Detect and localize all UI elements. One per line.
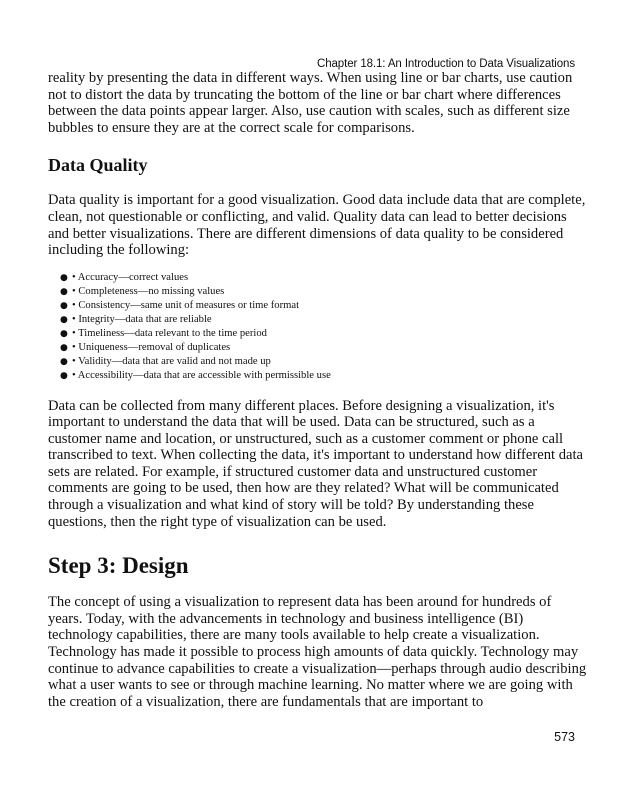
- list-item-text: • Accuracy—correct values: [72, 271, 189, 283]
- running-header: Chapter 18.1: An Introduction to Data Visualizations: [317, 58, 575, 70]
- page-number: 573: [554, 730, 575, 744]
- list-item: [60, 285, 588, 299]
- list-item-text: • Validity—data that are valid and not made up: [72, 356, 271, 368]
- list-item: [60, 341, 588, 355]
- step3-heading: Step 3: Design: [48, 553, 189, 579]
- bullet-icon: ●: [60, 343, 68, 354]
- list-item: [60, 271, 588, 285]
- page-content: [48, 70, 588, 710]
- intro-paragraph: reality by presenting the data in different ways. When using line or bar charts, use caution not to distort the data by truncating the bottom of the line or bar chart where differences between the data points appear larger. Also, use caution with scales, such as different size bubbles to ensure they are at the correct scale for comparisons.: [48, 70, 573, 136]
- data-quality-heading: Data Quality: [48, 155, 148, 176]
- list-item-text: • Uniqueness—removal of duplicates: [72, 342, 231, 354]
- list-item: [60, 355, 588, 369]
- data-collection-paragraph: Data can be collected from many different places. Before designing a visualization, it's important to understand the data that will be used. Data can be structured, such as a customer name and location, or unstructured, such as a customer comment or phone call transcribed to text. When collecting the data, it's important to understand how different data sets are related. For example, if structured customer data and unstructured customer comments are going to be used, then how are they related? What will be communicated through a visualization and what kind of story will be told? By understanding these questions, then the right type of visualization can be used.: [48, 397, 584, 530]
- bullet-icon: ●: [60, 371, 68, 382]
- list-item-text: • Integrity—data that are reliable: [72, 314, 212, 326]
- bullet-icon: ●: [60, 315, 68, 326]
- list-item-text: • Timeliness—data relevant to the time period: [72, 328, 267, 340]
- data-quality-dimensions-list: [48, 271, 588, 384]
- list-item: [60, 313, 588, 327]
- list-item: [60, 369, 588, 383]
- bullet-icon: ●: [60, 300, 68, 311]
- bullet-icon: ●: [60, 329, 68, 340]
- list-item-text: • Completeness—no missing values: [72, 285, 225, 297]
- list-item: [60, 299, 588, 313]
- bullet-icon: ●: [60, 357, 68, 368]
- list-item: [60, 327, 588, 341]
- bullet-icon: ●: [60, 286, 68, 297]
- list-item-text: • Accessibility—data that are accessible with permissible use: [72, 370, 331, 382]
- data-quality-paragraph: Data quality is important for a good visualization. Good data include data that are complete, clean, not questionable or conflicting, and valid. Quality data can lead to better decisions and better visualizations. There are different dimensions of data quality to be considered including the following:: [48, 192, 586, 259]
- step3-paragraph: The concept of using a visualization to represent data has been around for hundreds of years. Today, with the advancements in technology and business intelligence (BI) technology capabilities, there are many tools available to help create a visualization. Technology has made it possible to process high amounts of data quickly. Technology may continue to advance capabilities to create a visualization—perhaps through audio describing what a user wants to see or through machine learning. No matter where we are going with the creation of a visualization, there are fundamentals that are important to: [48, 594, 587, 710]
- list-item-text: • Consistency—same unit of measures or time format: [72, 299, 300, 311]
- bullet-icon: ●: [60, 272, 68, 283]
